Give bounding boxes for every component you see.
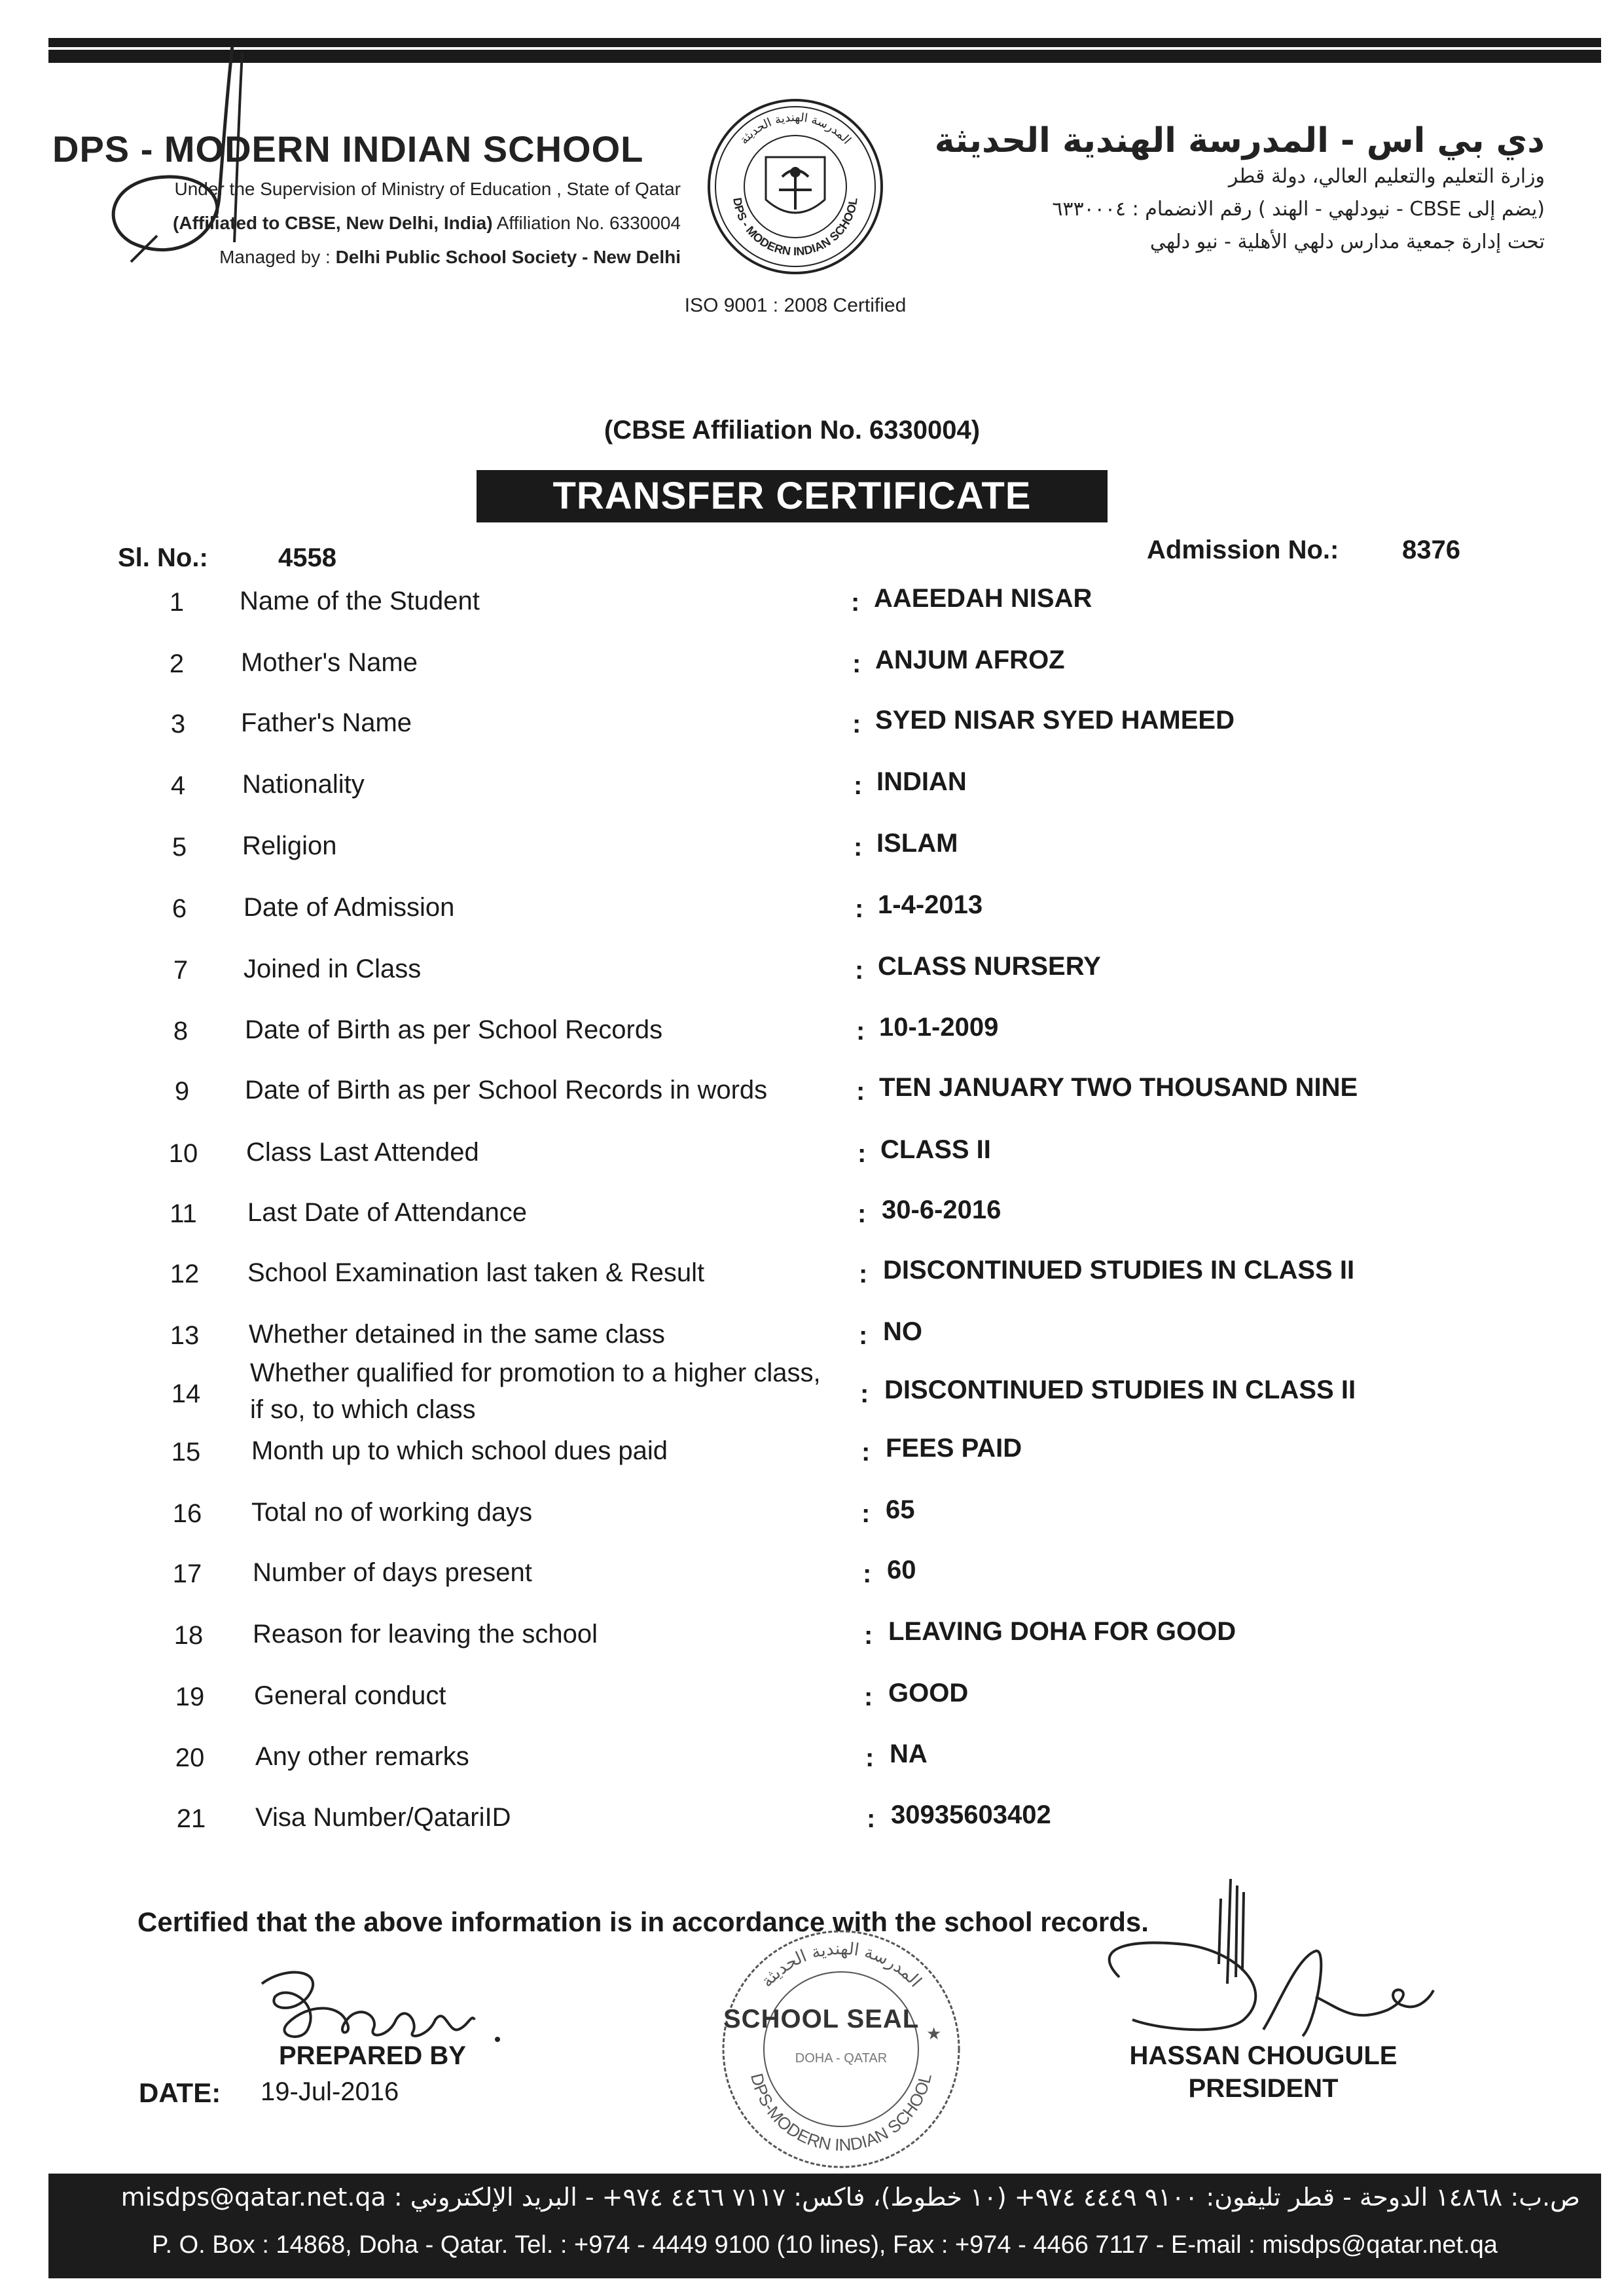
field-value: LEAVING DOHA FOR GOOD bbox=[888, 1617, 1236, 1646]
field-colon: : bbox=[861, 1438, 871, 1467]
school-logo bbox=[704, 95, 887, 278]
admission-number-label: Admission No.: bbox=[1147, 536, 1339, 564]
field-colon: : bbox=[856, 1077, 865, 1106]
handwritten-mark bbox=[92, 46, 327, 282]
field-number: 9 bbox=[174, 1077, 190, 1106]
field-value: ANJUM AFROZ bbox=[875, 646, 1065, 674]
footer-english-contact: P. O. Box : 14868, Doha - Qatar. Tel. : +974 - 4449 9100 (10 lines), Fax : +974 - 4466 7117 - E-mail : misdps@qatar.net.qa bbox=[152, 2231, 1498, 2259]
field-label: Joined in Class bbox=[244, 955, 422, 983]
svg-text:DPS-MODERN INDIAN SCHOOL bbox=[747, 2071, 935, 2155]
field-value: NO bbox=[883, 1317, 922, 1346]
field-number: 11 bbox=[170, 1199, 197, 1228]
field-value: ISLAM bbox=[876, 829, 958, 858]
seal-star-icon: ★ bbox=[926, 2024, 942, 2044]
seal-english-ring: DPS-MODERN INDIAN SCHOOL bbox=[747, 2071, 935, 2155]
field-number: 7 bbox=[173, 956, 189, 985]
affiliation-line-number: Affiliation No. 6330004 bbox=[492, 213, 681, 233]
arabic-management-line: تحت إدارة جمعية مدارس دلهي الأهلية - نيو دلهي bbox=[1149, 230, 1545, 253]
field-value: AAEEDAH NISAR bbox=[874, 584, 1092, 613]
admission-number-value: 8376 bbox=[1402, 536, 1460, 564]
field-colon: : bbox=[852, 710, 861, 738]
seal-center-text: DOHA - QATAR bbox=[795, 2051, 888, 2066]
president-name: HASSAN CHOUGULE bbox=[1129, 2041, 1398, 2070]
field-label: Class Last Attended bbox=[246, 1138, 479, 1167]
field-value: INDIAN bbox=[876, 767, 967, 796]
field-number: 10 bbox=[168, 1139, 198, 1168]
field-label: Father's Name bbox=[241, 708, 412, 737]
field-value: GOOD bbox=[888, 1679, 969, 1707]
field-value: 60 bbox=[887, 1556, 916, 1584]
field-label: Whether qualified for promotion to a higher class, bbox=[250, 1358, 821, 1387]
field-number: 19 bbox=[175, 1683, 205, 1711]
field-value: 30-6-2016 bbox=[882, 1195, 1001, 1224]
field-label: Date of Birth as per School Records bbox=[245, 1015, 663, 1044]
field-label: Name of the Student bbox=[240, 587, 480, 615]
field-colon: : bbox=[867, 1804, 876, 1833]
logo-english-text: DPS - MODERN INDIAN SCHOOL bbox=[731, 196, 860, 259]
field-value: 1-4-2013 bbox=[878, 890, 983, 919]
field-colon: : bbox=[855, 894, 864, 923]
field-number: 16 bbox=[172, 1499, 202, 1528]
field-number: 2 bbox=[169, 649, 185, 678]
field-value: NA bbox=[890, 1740, 928, 1768]
president-signature bbox=[1080, 1879, 1447, 2062]
supervision-line: Under the Supervision of Ministry of Education , State of Qatar bbox=[174, 179, 681, 199]
field-label: Number of days present bbox=[253, 1558, 532, 1587]
field-label: Any other remarks bbox=[255, 1742, 469, 1771]
field-value: FEES PAID bbox=[886, 1434, 1022, 1463]
field-colon: : bbox=[859, 1260, 868, 1288]
iso-certification: ISO 9001 : 2008 Certified bbox=[684, 295, 907, 316]
school-name: DPS - MODERN INDIAN SCHOOL bbox=[52, 128, 644, 170]
certification-statement: Certified that the above information is in accordance with the school records. bbox=[137, 1906, 1149, 1937]
field-colon: : bbox=[857, 1139, 867, 1168]
field-number: 8 bbox=[173, 1017, 189, 1046]
field-number: 14 bbox=[171, 1379, 201, 1408]
field-label: Reason for leaving the school bbox=[253, 1620, 598, 1649]
arabic-affiliation-line: (يضم إلى CBSE - نيودلهي - الهند ) رقم الانضمام : ٦٣٣٠٠٠٤ bbox=[1052, 198, 1545, 221]
field-colon: : bbox=[851, 588, 860, 617]
svg-text:المدرسة الهندية الحديثة bbox=[737, 111, 854, 147]
managed-by-society: Delhi Public School Society - New Delhi bbox=[335, 247, 681, 267]
date-value: 19-Jul-2016 bbox=[261, 2077, 399, 2106]
seal-arabic-ring: المدرسة الهندية الحديثة bbox=[757, 1939, 926, 1992]
affiliation-line-bold: (Affiliated to CBSE, New Delhi, India) bbox=[173, 213, 493, 233]
arabic-ministry-line: وزارة التعليم والتعليم العالي، دولة قطر bbox=[1228, 165, 1545, 188]
field-colon: : bbox=[864, 1683, 873, 1711]
school-seal-label: SCHOOL SEAL bbox=[723, 2005, 920, 2033]
field-number: 5 bbox=[171, 833, 187, 862]
field-colon: : bbox=[861, 1499, 871, 1528]
field-number: 21 bbox=[176, 1804, 206, 1833]
field-number: 4 bbox=[170, 771, 186, 800]
field-label: Month up to which school dues paid bbox=[251, 1436, 668, 1465]
school-header-arabic bbox=[916, 121, 1545, 259]
field-colon: : bbox=[852, 649, 861, 678]
field-label: Whether detained in the same class bbox=[249, 1320, 665, 1349]
field-colon: : bbox=[864, 1621, 873, 1650]
logo-arabic-text: المدرسة الهندية الحديثة bbox=[737, 110, 854, 147]
field-colon: : bbox=[863, 1559, 872, 1588]
footer-arabic-contact: ص.ب: ١٤٨٦٨ الدوحة - قطر تليفون: ٩١٠٠ ٤٤٤٩ ٩٧٤+ (١٠ خطوط)، فاكس: ٧١١٧ ٤٤٦٦ ٩٧٤+ - البريد الإلكتروني : misdps@qatar.net.qa bbox=[120, 2183, 1580, 2212]
school-seal bbox=[710, 1918, 972, 2180]
field-number: 3 bbox=[170, 710, 186, 738]
certificate-title: TRANSFER CERTIFICATE bbox=[477, 470, 1108, 522]
field-label: Mother's Name bbox=[241, 648, 418, 677]
field-colon: : bbox=[854, 833, 863, 862]
field-value: 10-1-2009 bbox=[879, 1013, 999, 1042]
field-number: 17 bbox=[172, 1559, 202, 1588]
cbse-affiliation: (CBSE Affiliation No. 6330004) bbox=[604, 416, 981, 445]
field-label: School Examination last taken & Result bbox=[247, 1258, 705, 1287]
field-label: Date of Birth as per School Records in words bbox=[245, 1076, 768, 1104]
field-label: Date of Admission bbox=[244, 893, 455, 922]
president-title: PRESIDENT bbox=[1188, 2074, 1339, 2103]
field-colon: : bbox=[855, 956, 864, 985]
field-number: 20 bbox=[175, 1743, 205, 1772]
field-value: CLASS NURSERY bbox=[878, 952, 1101, 981]
field-value: DISCONTINUED STUDIES IN CLASS II bbox=[884, 1376, 1356, 1404]
field-label: Total no of working days bbox=[251, 1498, 533, 1527]
field-value: TEN JANUARY TWO THOUSAND NINE bbox=[879, 1073, 1358, 1102]
field-value: 65 bbox=[886, 1495, 915, 1524]
field-colon: : bbox=[865, 1743, 875, 1772]
field-colon: : bbox=[860, 1379, 869, 1408]
date-label: DATE: bbox=[139, 2077, 221, 2108]
field-number: 6 bbox=[171, 894, 187, 923]
prepared-by-label: PREPARED BY bbox=[279, 2041, 466, 2070]
field-label: Religion bbox=[242, 831, 337, 860]
managed-by-prefix: Managed by : bbox=[219, 247, 336, 267]
field-colon: : bbox=[859, 1321, 868, 1350]
field-number: 18 bbox=[173, 1621, 204, 1650]
field-colon: : bbox=[854, 771, 863, 800]
field-number: 15 bbox=[171, 1438, 201, 1467]
serial-number-label: Sl. No.: bbox=[118, 543, 208, 572]
field-label: Last Date of Attendance bbox=[247, 1198, 527, 1227]
field-label: Nationality bbox=[242, 770, 365, 799]
field-value: SYED NISAR SYED HAMEED bbox=[875, 706, 1235, 735]
field-value: 30935603402 bbox=[891, 1800, 1051, 1829]
field-number: 13 bbox=[170, 1321, 200, 1350]
field-label-continued: if so, to which class bbox=[250, 1395, 476, 1424]
field-number: 12 bbox=[170, 1260, 200, 1288]
arabic-school-name: دي بي اس - المدرسة الهندية الحديثة bbox=[934, 121, 1545, 160]
field-value: CLASS II bbox=[880, 1135, 991, 1164]
field-colon: : bbox=[857, 1199, 867, 1228]
footer-contact-bar bbox=[48, 2174, 1601, 2278]
field-colon: : bbox=[856, 1017, 865, 1046]
field-value: DISCONTINUED STUDIES IN CLASS II bbox=[883, 1256, 1355, 1285]
field-number: 1 bbox=[169, 588, 185, 617]
field-label: General conduct bbox=[254, 1681, 446, 1710]
serial-number-value: 4558 bbox=[278, 543, 336, 572]
field-label: Visa Number/QatariID bbox=[255, 1803, 511, 1832]
